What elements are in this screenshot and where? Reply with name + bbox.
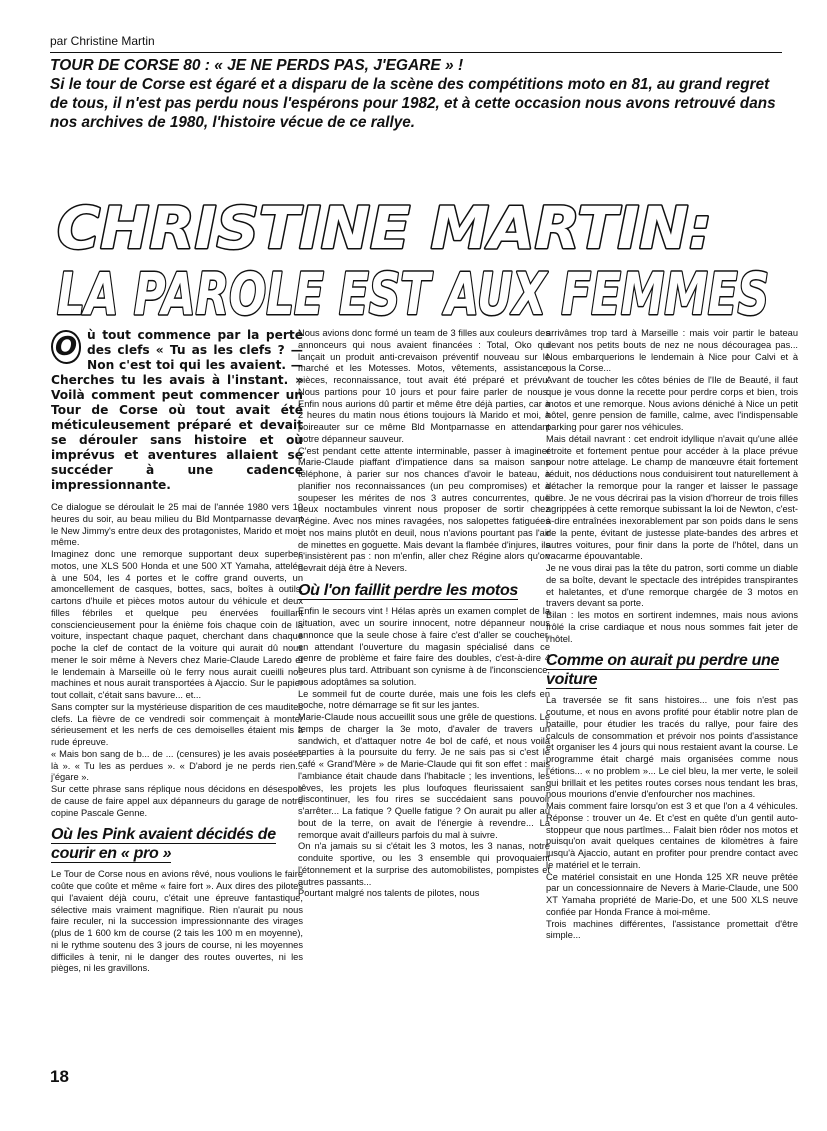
- lead-paragraph: [51, 328, 303, 493]
- paragraph: Avant de toucher les côtes bénies de l'Ile de Beauté, il faut que je vous donne la recette pour perdre corps et bien, trois motos et une remorque. Nous avions déniché à Nice un petit hôtel, genre pension de famille, calme, avec l'indispensable parking pour garer nos véhicules.: [546, 375, 798, 432]
- paragraph: Sans compter sur la mystérieuse disparition de ces maudites clefs. La fièvre de ce vendredi soir commençait à monter sérieusement et les nerfs de ces demoiselles étaient mis à rude épreuve.: [51, 701, 303, 747]
- subheading: [298, 582, 550, 601]
- headline-line2: LA PAROLE EST AUX FEMMES: [57, 260, 769, 323]
- subheading-text: Où l'on faillit perdre les motos: [298, 581, 519, 599]
- byline: par Christine Martin: [50, 34, 155, 48]
- paragraph: Bilan : les motos en sortirent indemnes, mais nous avions frôlé la crise cardiaque et nous nous sommes fait jeter de l'hôtel.: [546, 610, 798, 644]
- paragraph: Le sommeil fut de courte durée, mais une fois les clefs en poche, notre démarrage se fit sur les jantes.: [298, 688, 550, 711]
- paragraph: Marie-Claude nous accueillit sous une grêle de questions. Le temps de charger la 3e moto, d'avaler de travers un sandwich, et d'attaquer notre 4e bol de café, et nous voilà reparties à la poursuite du ferry. Je ne sais pas si c'est le café « Grand'Mère » de Marie-Claude qui fit son effet : mais l'ambiance était chaude dans l'habitacle ; les inventions, les rêves, les projets les plus loufoques fleurissaient sans discontinuer, les fou rires se succédaient sans pouvoir s'arrêter... La fatique ? Quelle fatigue ? On aurait pu aller au bout de la terre, on avait de l'énergie à revendre... La remorque avait d'ailleurs parfois du mal à suivre.: [298, 712, 550, 840]
- paragraph: Ce dialogue se déroulait le 25 mai de l'année 1980 vers 10 heures du soir, au beau milieu du Bld Montparnasse devant le New Jimmy's entre deux des protagonistes, Marido et moi-même.: [51, 502, 303, 548]
- paragraph: On n'a jamais su si c'était les 3 motos, les 3 nanas, notre conduite sportive, ou les 3 ensemble qui provoquaient l'étonnement et la surprise des automobilistes, pompistes et autres passants...: [298, 841, 550, 887]
- paragraph: Enfin le secours vint ! Hélas après un examen complet de la situation, avec un sourire innocent, notre dépanneur nous annonce que la seule chose à faire c'est d'aller se coucher, en attendant l'ouverture du magasin spécialisé dans ce genre de problème et faire faire des doubles, c'est-à-dire 4 heures plus tard. Attribuant son cynisme à de l'inconscience, nous adoptâmes sa solution.: [298, 606, 550, 687]
- column-3: [546, 328, 798, 942]
- intro-kicker: TOUR DE CORSE 80 : « JE NE PERDS PAS, J'EGARE » !: [50, 57, 464, 74]
- column-2: [298, 328, 550, 900]
- paragraph: « Mais bon sang de b... de ... (censures) je les avais posées là ». « Tu les as perdues ». « D'abord je ne perds rien... j'égare ».: [51, 748, 303, 783]
- page-number: 18: [50, 1067, 69, 1086]
- paragraph: Mais détail navrant : cet endroit idyllique n'avait qu'une allée étroite et fortement pentue pour accéder à la place prévue pour notre attelage. Le champ de manœuvre était fortement réduit, nos déductions nous conduisirent tout naturellement à détacher la remorque pour la ranger et laisser le passage libre. Je ne vous décrirai pas la vision d'horreur de trois filles agrippées à cette remorque subissant la loi de Newton, c'est-à-dire entraînées inexorablement par son poids dans le sens de la pente, évitant de justesse plate-bandes des arbres et autres voitures, pour finir dans la porte de l'hôtel, dans un vacarme épouvantable.: [546, 433, 798, 562]
- paragraph: Trois machines différentes, l'assistance promettait d'être simple...: [546, 918, 798, 941]
- paragraph: Le Tour de Corse nous en avions rêvé, nous voulions le faire coûte que coûte et même « faire fort ». Aux dires des pilotes qui l'avaient déjà couru, c'était une épreuve fantastique, sélective mais vraiment magnifique. Rien n'aurait pu nous faire reculer, ni la succession impressionnante des virages (plus de 1 600 km de course (2 tais les 100 m en moyenne), ni le rythme soutenu des 3 jours de course, ni les moyennes difficiles à tenir, ni le danger des routes ouvertes, ni les pièges, ni les gravillons.: [51, 869, 303, 974]
- subheading-text: Où les Pink avaient décidés de courir en « pro »: [51, 826, 276, 862]
- paragraph: arrivâmes trop tard à Marseille : mais voir partir le bateau devant nos petits bouts de nez ne nous découragea pas... Nous embarquerions le lendemain à Nice pour Calvi et à nous la Corse...: [546, 328, 798, 374]
- intro-text: Si le tour de Corse est égaré et a disparu de la scène des compétitions moto en 81, au grand regret de tous, il n'est pas perdu nous l'espérons pour 1982, et à cette occasion nous avons retrouvé dans nos archives de 1980, l'histoire vécue de ce rallye.: [50, 76, 776, 131]
- subheading: [51, 826, 303, 863]
- column-1: [51, 328, 303, 975]
- paragraph: Nous avions donc formé un team de 3 filles aux couleurs des annonceurs qui nous avaient financées : Total, Oko qui lançait un produit anti-crevaison préventif nouveau sur le marché et les Motesses. Motos, vêtements, assistance, pièces, reconnaissance, tout avait été préparé et prévu. Nous partions pour 10 jours et pour faire parler de nous. Enfin nous aurions dû partir et même être déjà parties, car à 2 heures du matin nous étions toujours là Marido et moi, à poireauter sur ce même Bld Montparnasse en attendant notre dépanneur sauveur.: [298, 328, 550, 444]
- drop-cap: O: [51, 330, 81, 364]
- paragraph: Pourtant malgré nos talents de pilotes, nous: [298, 888, 480, 899]
- header-rule: [50, 52, 782, 53]
- headline: [55, 188, 775, 323]
- paragraph: La traversée se fit sans histoires... une fois n'est pas coutume, et nous en avons profité pour établir notre plan de bataille, pour étudier les tracés du rallye, pour faire des calculs de consommation et prévoir nos points d'assistance et organiser les 4 jours qui nous restaient avant la course. Le programme était chargé mais organisées comme nous l'étions... « no problem »... Le ciel bleu, la mer verte, le soleil qui brillait et les petites routes corses nous tendant les bras, nous mourions d'envie d'enfourcher nos machines.: [546, 695, 798, 800]
- paragraph: Ce matériel consistait en une Honda 125 XR neuve prêtée par un concessionnaire de Nevers à Marie-Claude, une 500 XT Yamaha propriété de Marie-Do, et une 500 XLS neuve confiée par Honda France à moi-même.: [546, 871, 798, 917]
- paragraph: Imaginez donc une remorque supportant deux superbes motos, une XLS 500 Honda et une 500 XT Yamaha, attelée à une 504, les 4 portes et le coffre grand ouverts, un amoncellement de casques, bottes, sacs, boîtes à outils, cartons d'huile et pièces motos autour du véhicule et deux filles fébriles et quelque peu énervées fouillant consciencieusement pour la énième fois chaque coin de la voiture, inspectant chaque paquet, cherchant dans chaque poche la clef de contact de la voiture qui aurait dû nous mener le soir même à Nevers chez Marie-Claude Laredo et le lendemain à Marseille où le ferry nous aurait cueilli nos machines et nous aurait transportées à Ajaccio. Sur le papier tout collait, c'était sans bavure... et...: [51, 549, 303, 700]
- paragraph: C'est pendant cette attente interminable, passer à imaginer Marie-Claude piaffant d'impatience dans sa maison sans téléphone, à parier sur nos chances d'avoir le bateau, à planifier nos reconnaissances (un peu compromises) et à soupeser les mérites de nos 3 autres concurrentes, que deux noctambules vinrent nous proposer de sortir chez Régine. Avec nos mines ravagées, nos salopettes fatiguées et nos mains plutôt en deuil, nous n'avions pourtant pas l'air de minettes en goguette. Mais devant la flambée d'injures, ils n'insistèrent pas : non m'enfin, aller chez Régine alors qu'on devrait déjà être à Nevers.: [298, 445, 550, 573]
- lead-text: ù tout commence par la perte des clefs « Tu as les clefs ? — Non c'est toi qui les avaient. — Cherches tu les avais à l'instant. » Voilà comment peut commencer un Tour de Corse où tout avait été méticuleusement préparé et devait se dérouler sans histoire et où imprévus et aventures allaient se succéder à une cadence impressionnante.: [51, 328, 303, 492]
- subheading: [546, 652, 798, 689]
- paragraph: Sur cette phrase sans réplique nous décidons en désespoir de cause de faire appel aux dépanneurs du garage de notre copine Pascale Genne.: [51, 784, 303, 818]
- subheading-text: Comme on aurait pu perdre une voiture: [546, 652, 780, 688]
- paragraph: Mais comment faire lorsqu'on est 3 et que l'on a 4 véhicules. Réponse : trouver un 4e. Et c'est en quête d'un gentil auto-stoppeur que nous partîmes... Falait bien rôder nos motos et puisqu'on avait quelques centaines de kilomètres à faire jusqu'à Ajaccio, autant en profiter pour prendre contact avec le matériel et le terrain.: [546, 801, 798, 870]
- intro-block: [50, 56, 790, 132]
- paragraph: Je ne vous dirai pas la tête du patron, sorti comme un diable de sa boîte, devant le spectacle des intrépides transpirantes et haletantes, et d'une remorque chargée de 3 motos en travers devant sa porte.: [546, 563, 798, 609]
- headline-line1: CHRISTINE MARTIN:: [57, 194, 712, 262]
